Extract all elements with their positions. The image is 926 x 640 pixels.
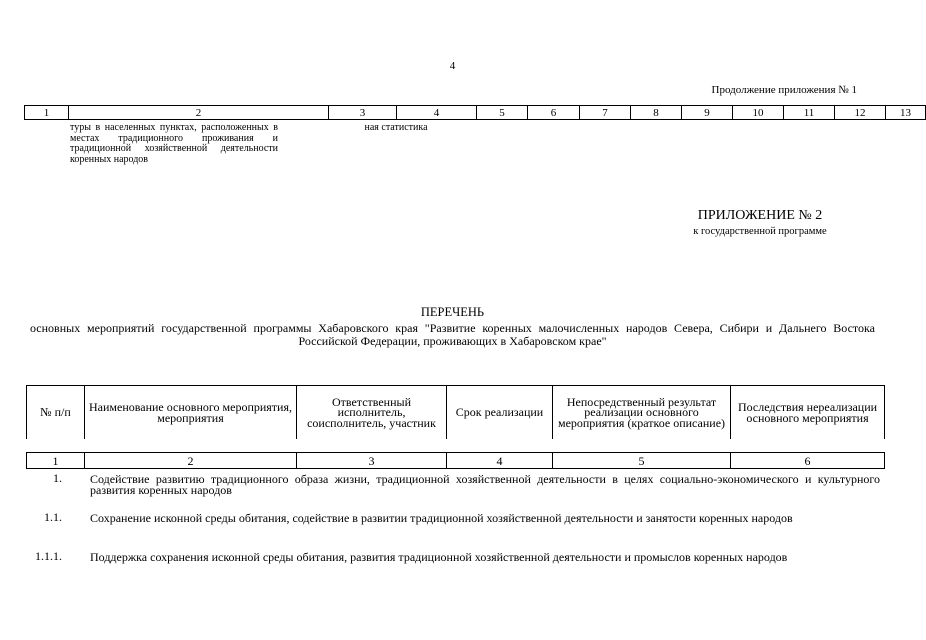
row-text: Сохранение исконной среды обитания, содействие в развитии традиционной хозяйственной деятельности и занятости коренных народов [90, 511, 793, 525]
table-cell: 1 [27, 453, 85, 469]
appendix-title: ПРИЛОЖЕНИЕ № 2 [697, 208, 823, 223]
table-header-cell: 1 [25, 106, 69, 120]
table-header-cell: 10 [733, 106, 784, 120]
table-cell: 5 [553, 453, 731, 469]
row-text: Поддержка сохранения исконной среды обитания, развития традиционной хозяйственной деятельности и промыслов коренных народов [90, 550, 788, 564]
table-row [27, 453, 885, 469]
table-header-cell: Непосредственный результат реализации основного мероприятия (краткое описание) [553, 386, 731, 440]
continuation-label: Продолжение приложения № 1 [711, 84, 857, 96]
table-header-cell: 9 [682, 106, 733, 120]
table-header-cell: 4 [397, 106, 477, 120]
row-number: 1. [53, 471, 62, 485]
page-number: 4 [449, 60, 456, 72]
table-header-cell: 6 [528, 106, 580, 120]
table-row [25, 106, 926, 120]
table-cell: 6 [731, 453, 885, 469]
table-header-cell: Срок реализации [447, 386, 553, 440]
appendix1-header-table [24, 105, 926, 120]
table-header-cell: 13 [886, 106, 926, 120]
row-number: 1.1.1. [35, 549, 62, 563]
table-header-cell: 7 [580, 106, 631, 120]
appendix-subtitle: к государственной программе [693, 226, 827, 237]
table-row [27, 386, 885, 440]
table-cell-text: ная статистика [364, 122, 428, 133]
table-header-cell: № п/п [27, 386, 85, 440]
table-cell: 2 [85, 453, 297, 469]
measures-number-table [26, 452, 885, 469]
table-header-cell: 2 [69, 106, 329, 120]
table-cell-text: туры в населенных пунктах, расположенных в местах традиционного проживания и традиционной хозяйственной деятельности коренных народов [70, 122, 278, 165]
measures-header-table [26, 385, 885, 439]
table-header-cell: 12 [835, 106, 886, 120]
table-header-cell: 5 [477, 106, 528, 120]
table-header-cell: 11 [784, 106, 835, 120]
list-title: ПЕРЕЧЕНЬ [420, 305, 485, 319]
list-subtitle: основных мероприятий государственной программы Хабаровского края "Развитие коренных малочисленных народов Севера, Сибири и Дальнего Востока Российской Федерации, проживающих в Хабаровском крае" [30, 321, 875, 348]
table-header-cell: Наименование основного мероприятия, мероприятия [85, 386, 297, 440]
row-number: 1.1. [44, 510, 62, 524]
table-header-cell: 8 [631, 106, 682, 120]
table-header-cell: Ответственный исполнитель, соисполнитель, участник [297, 386, 447, 440]
table-header-cell: Последствия нереализации основного мероприятия [731, 386, 885, 440]
table-cell: 3 [297, 453, 447, 469]
row-text: Содействие развитию традиционного образа жизни, традиционной хозяйственной деятельности в целях социально-экономического и культурного развития коренных народов [90, 472, 880, 497]
table-cell: 4 [447, 453, 553, 469]
table-header-cell: 3 [329, 106, 397, 120]
